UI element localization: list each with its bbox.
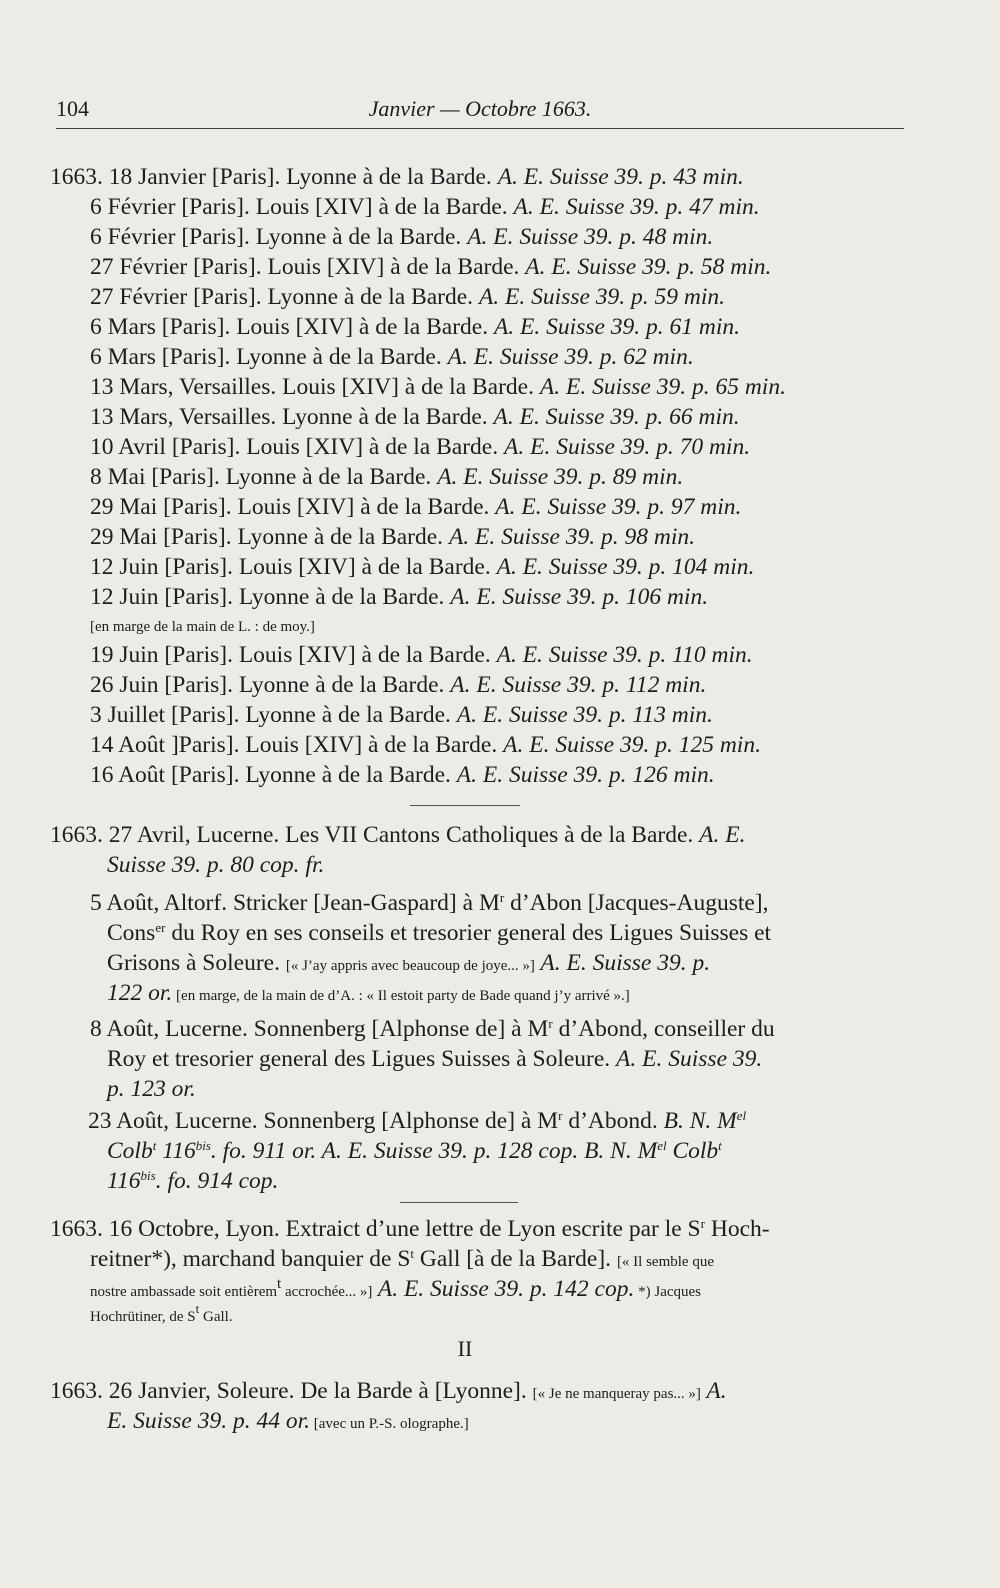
entry-line: Cons$^{er}$ du Roy en ses conseils et tresorier general des Ligues Suisses et [107,920,772,946]
entry-line: E. Suisse 39. p. 44 or. [avec un P.-S. olographe.] [107,1408,469,1434]
entry-line: 27 Février [Paris]. Lyonne à de la Barde. A. E. Suisse 39. p. 59 min. [90,284,726,310]
entry-line: 13 Mars, Versailles. Lyonne à de la Barde. A. E. Suisse 39. p. 66 min. [90,404,740,430]
entry-line: 26 Juin [Paris]. Lyonne à de la Barde. A. E. Suisse 39. p. 112 min. [90,672,707,698]
entry-line: reitner*), marchand banquier de $S^t$ Gall [à de la Barde]. [« Il semble que [90,1246,714,1272]
entry-line: Grisons à Soleure. [« J’ay appris avec beaucoup de joye... »] A. E. Suisse 39. p. [107,950,711,976]
entry-line: 12 Juin [Paris]. Lyonne à de la Barde. A. E. Suisse 39. p. 106 min. [90,584,709,610]
entry-line: Suisse 39. p. 80 cop. fr. [107,852,325,878]
entry-line: 14 Août ]Paris]. Louis [XIV] à de la Barde. A. E. Suisse 39. p. 125 min. [90,732,761,758]
running-head [56,94,904,129]
entry-line: nostre ambassade soit entièrem$^t$ accrochée... »] A. E. Suisse 39. p. 142 cop. *) Jacques [90,1276,702,1302]
entry-line: p. 123 or. [107,1076,196,1102]
entry-line: 6 Février [Paris]. Louis [XIV] à de la Barde. A. E. Suisse 39. p. 47 min. [90,194,760,220]
section-divider [400,1202,518,1203]
entry-line: 19 Juin [Paris]. Louis [XIV] à de la Barde. A. E. Suisse 39. p. 110 min. [90,642,753,668]
entry-line: 29 Mai [Paris]. Louis [XIV] à de la Barde. A. E. Suisse 39. p. 97 min. [90,494,742,520]
page-title: Janvier — Octobre 1663. [368,96,592,121]
entry-line: 29 Mai [Paris]. Lyonne à de la Barde. A. E. Suisse 39. p. 98 min. [90,524,696,550]
entry-line: 1663. 16 Octobre, Lyon. Extraict d’une lettre de Lyon escrite par le $S^r$ Hoch- [50,1216,770,1242]
entry-line: 16 Août [Paris]. Lyonne à de la Barde. A. E. Suisse 39. p. 126 min. [90,762,715,788]
entry-line: 6 Mars [Paris]. Lyonne à de la Barde. A. E. Suisse 39. p. 62 min. [90,344,694,370]
entry-line: $116^{bis}$. fo. 914 cop. [107,1168,279,1194]
entry-line: 8 Mai [Paris]. Lyonne à de la Barde. A. E. Suisse 39. p. 89 min. [90,464,684,490]
margin-note: [en marge de la main de L. : de moy.] [90,619,315,635]
entry-line: 8 Août, Lucerne. Sonnenberg [Alphonse de] à $M^r$ d’Abond, conseiller du [90,1016,775,1042]
entry-line: 13 Mars, Versailles. Louis [XIV] à de la Barde. A. E. Suisse 39. p. 65 min. [90,374,786,400]
footnote: Hochrütiner, de $S^t$ Gall. [90,1301,233,1325]
entry-line: 1663. 27 Avril, Lucerne. Les VII Cantons Catholiques à de la Barde. A. E. [50,822,746,848]
entry-line: 12 Juin [Paris]. Louis [XIV] à de la Barde. A. E. Suisse 39. p. 104 min. [90,554,755,580]
entry-line: 1663. 26 Janvier, Soleure. De la Barde à [Lyonne]. [« Je ne manqueray pas... »] A. [50,1378,727,1404]
entry-line: 122 or. [en marge, de la main de d’A. : « Il estoit party de Bade quand j’y arrivé ».] [107,980,630,1006]
entry-line: 23 Août, Lucerne. Sonnenberg [Alphonse de] à $M^r$ d’Abond. B. N. $M^{el}$ [88,1108,747,1134]
entry-line: Roy et tresorier general des Ligues Suisses à Soleure. A. E. Suisse 39. [107,1046,763,1072]
entry-line: 10 Avril [Paris]. Louis [XIV] à de la Barde. A. E. Suisse 39. p. 70 min. [90,434,751,460]
entry-line: 1663. 18 Janvier [Paris]. Lyonne à de la Barde. A. E. Suisse 39. p. 43 min. [50,164,744,190]
section-number: II [457,1336,473,1361]
entry-line: 5 Août, Altorf. Stricker [Jean-Gaspard] à $M^r$ d’Abon [Jacques-Auguste], [90,890,769,916]
entry-line: 3 Juillet [Paris]. Lyonne à de la Barde. A. E. Suisse 39. p. 113 min. [90,702,713,728]
entry-line: 6 Mars [Paris]. Louis [XIV] à de la Barde. A. E. Suisse 39. p. 61 min. [90,314,741,340]
section-divider [410,805,520,806]
entry-line: 27 Février [Paris]. Louis [XIV] à de la Barde. A. E. Suisse 39. p. 58 min. [90,254,772,280]
entry-line: Colb$^t$ $116^{bis}$. fo. 911 or. A. E. Suisse 39. p. 128 cop. B. N. $M^{el}$ Colb$^t$ [107,1138,722,1164]
page-number: 104 [56,96,89,121]
entry-line: 6 Février [Paris]. Lyonne à de la Barde. A. E. Suisse 39. p. 48 min. [90,224,714,250]
